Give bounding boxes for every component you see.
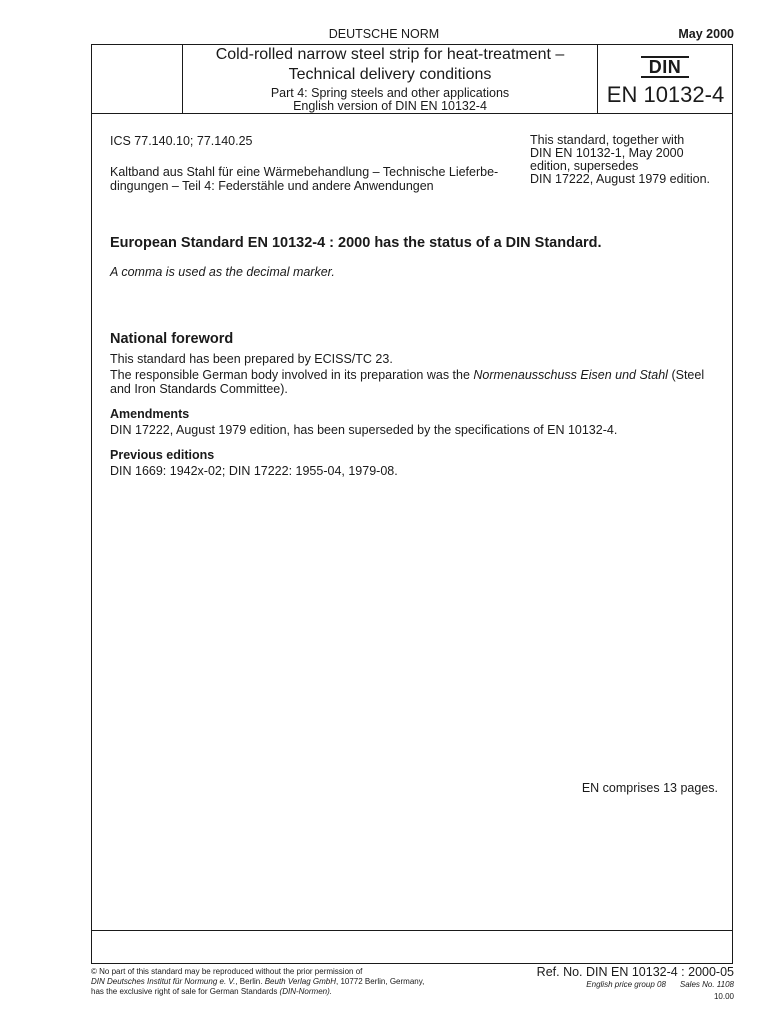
copyright-notice xyxy=(91,967,511,997)
price-group: English price group 08 xyxy=(586,980,666,989)
din-normen-label: (DIN-Normen). xyxy=(279,987,332,996)
previous-editions-heading: Previous editions xyxy=(110,448,215,462)
copyright-line-1: © No part of this standard may be reproduced without the prior permission of xyxy=(91,967,363,976)
din-logo: DIN xyxy=(641,56,689,78)
national-foreword-p2 xyxy=(110,368,725,396)
ics-codes: ICS 77.140.10; 77.140.25 xyxy=(110,134,253,148)
copyright-line-2-end: , 10772 Berlin, Germany, xyxy=(336,977,425,986)
copyright-line-3-text: has the exclusive right of sale for German Standards xyxy=(91,987,280,996)
supersedes-line-3: edition, supersedes xyxy=(530,159,639,173)
part-line: Part 4: Spring steels and other applications xyxy=(270,86,510,100)
status-statement: European Standard EN 10132-4 : 2000 has the status of a DIN Standard. xyxy=(110,235,602,251)
title-line-1: Cold-rolled narrow steel strip for heat-treatment – xyxy=(215,46,565,63)
decimal-note: A comma is used as the decimal marker. xyxy=(110,265,335,279)
previous-editions-text: DIN 1669: 1942x-02; DIN 17222: 1955-04, 1979-08. xyxy=(110,464,398,478)
reference-number: Ref. No. DIN EN 10132-4 : 2000-05 xyxy=(536,965,734,979)
nf-p2-after: (Steel and Iron Standards Committee). xyxy=(110,368,705,396)
supersedes-note xyxy=(530,134,730,186)
sales-number: Sales No. 1108 xyxy=(679,980,734,989)
german-title: Kaltband aus Stahl für eine Wärmebehandlung – Technische Lieferbe-dingungen – Teil 4: Federstähle und andere Anwendungen xyxy=(110,165,499,193)
nf-p2-committee: Normenausschuss Eisen und Stahl xyxy=(473,368,668,382)
supersedes-line-2: DIN EN 10132-1, May 2000 xyxy=(530,146,684,160)
price-info xyxy=(586,980,734,989)
nf-p2-before: The responsible German body involved in its preparation was the xyxy=(110,368,474,382)
copyright-line-2-mid: , Berlin. xyxy=(235,977,265,986)
page-count-note: EN comprises 13 pages. xyxy=(581,781,718,795)
header-date: May 2000 xyxy=(678,27,734,41)
header-divider xyxy=(91,113,733,114)
copyright-line-3 xyxy=(91,987,511,997)
revision-code: 10.00 xyxy=(713,992,734,1001)
version-line: English version of DIN EN 10132-4 xyxy=(293,99,487,113)
title-block xyxy=(182,44,598,113)
copyright-line-2 xyxy=(91,977,511,987)
supersedes-line-4: DIN 17222, August 1979 edition. xyxy=(530,172,710,186)
footer-divider xyxy=(91,930,733,931)
din-institute-name: DIN Deutsches Institut für Normung e. V. xyxy=(91,977,236,986)
amendments-heading: Amendments xyxy=(110,407,190,421)
national-foreword-p1: This standard has been prepared by ECISS/TC 23. xyxy=(110,352,393,366)
title-line-2: Technical delivery conditions xyxy=(288,66,492,83)
amendments-text: DIN 17222, August 1979 edition, has been superseded by the specifications of EN 10132-4. xyxy=(110,423,618,437)
standard-number: EN 10132-4 xyxy=(606,82,725,107)
supersedes-line-1: This standard, together with xyxy=(530,133,685,147)
national-foreword-heading: National foreword xyxy=(110,331,234,347)
header-norm-label: DEUTSCHE NORM xyxy=(328,27,440,41)
beuth-verlag-name: Beuth Verlag GmbH xyxy=(264,977,336,986)
